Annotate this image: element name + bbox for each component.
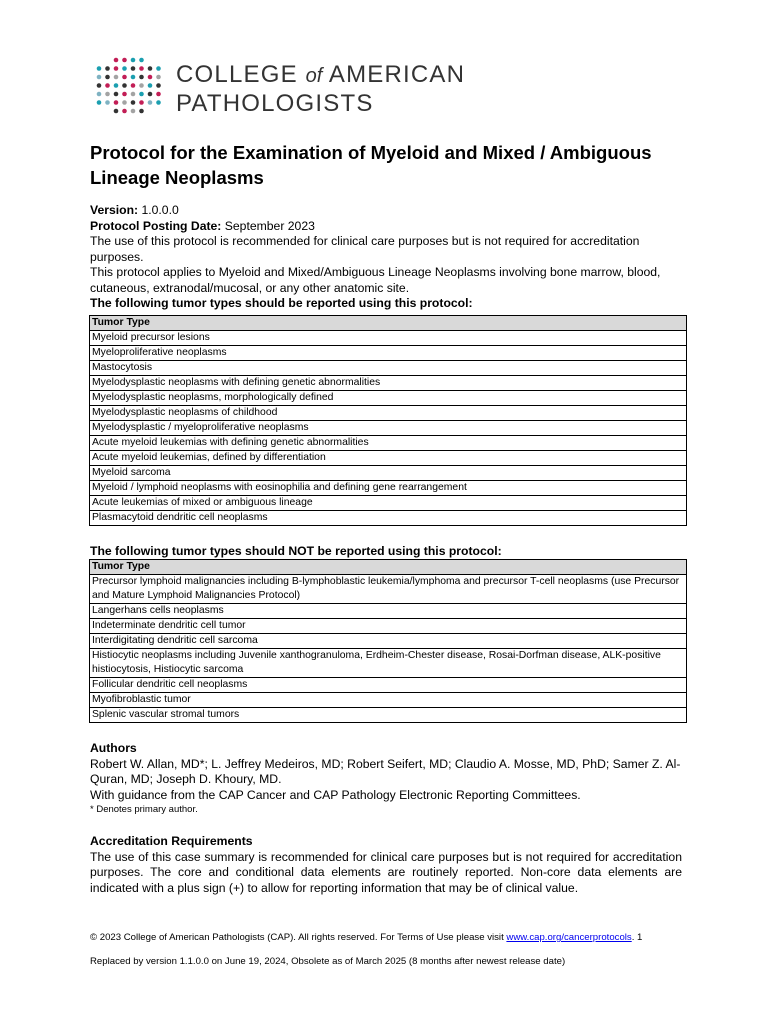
- tumor-type-cell: Acute myeloid leukemias with defining genetic abnormalities: [90, 436, 687, 451]
- tumor-type-cell: Precursor lymphoid malignancies including B-lymphoblastic leukemia/lymphoma and precursor T-cell neoplasms (use Precursor and Mature Lymphoid Malignancies Protocol): [90, 575, 687, 604]
- tumor-type-cell: Myelodysplastic neoplasms with defining genetic abnormalities: [90, 376, 687, 391]
- logo-american: AMERICAN: [322, 61, 466, 88]
- tumor-type-cell: Myelodysplastic neoplasms of childhood: [90, 406, 687, 421]
- table-row: [90, 481, 687, 496]
- table-row: [90, 451, 687, 466]
- authors-guidance: With guidance from the CAP Cancer and CAP Pathology Electronic Reporting Committees.: [90, 787, 581, 802]
- table-row: [90, 406, 687, 421]
- table-row: [90, 619, 687, 634]
- page-title: Protocol for the Examination of Myeloid and Mixed / Ambiguous Lineage Neoplasms: [90, 142, 652, 188]
- use-statement: The use of this protocol is recommended for clinical care purposes but is not required for accreditation purposes.: [90, 234, 640, 264]
- tumor-type-cell: Follicular dendritic cell neoplasms: [90, 678, 687, 693]
- authors-heading: Authors: [90, 741, 137, 755]
- table-row: [90, 331, 687, 346]
- authors-names: Robert W. Allan, MD*; L. Jeffrey Medeiros, MD; Robert Seifert, MD; Claudio A. Mosse, MD, PhD; Samer Z. Al-Quran, MD; Joseph D. Khoury, MD.: [90, 756, 681, 786]
- replacement-notice: Replaced by version 1.1.0.0 on June 19, 2024, Obsolete as of March 2025 (8 months after newest release date): [90, 956, 566, 967]
- tumor-type-cell: Splenic vascular stromal tumors: [90, 708, 687, 723]
- table-row: [90, 346, 687, 361]
- cap-logo: [94, 55, 494, 117]
- excluded-tumor-table: [89, 559, 687, 723]
- tumor-type-cell: Myelodysplastic neoplasms, morphologically defined: [90, 391, 687, 406]
- tumor-type-cell: Myeloid / lymphoid neoplasms with eosinophilia and defining gene rearrangement: [90, 481, 687, 496]
- copyright-footer: [90, 931, 690, 944]
- included-tumor-table: [89, 315, 687, 526]
- tumor-type-cell: Myeloproliferative neoplasms: [90, 346, 687, 361]
- tumor-type-cell: Acute myeloid leukemias, defined by differentiation: [90, 451, 687, 466]
- should-not-report-heading: The following tumor types should NOT be reported using this protocol:: [90, 544, 502, 558]
- tumor-type-cell: Interdigitating dendritic cell sarcoma: [90, 634, 687, 649]
- table-header: Tumor Type: [90, 316, 687, 331]
- table-row: [90, 361, 687, 376]
- accreditation-section: [90, 834, 682, 896]
- table-row: [90, 466, 687, 481]
- accreditation-text: The use of this case summary is recommended for clinical care purposes but is not required for accreditation purposes. The core and conditional data elements are routinely reported. Non-core data elements are indicated with a plus sign (+) to allow for reporting information that may be of clinical value.: [90, 849, 682, 895]
- protocol-meta: [90, 203, 688, 312]
- table-row: [90, 604, 687, 619]
- primary-author-note: * Denotes primary author.: [90, 804, 198, 815]
- tumor-type-cell: Acute leukemias of mixed or ambiguous lineage: [90, 496, 687, 511]
- table-row: [90, 511, 687, 526]
- table-row: [90, 436, 687, 451]
- logo-wordmark: [176, 61, 465, 117]
- table-row: [90, 391, 687, 406]
- posting-date-value: September 2023: [221, 218, 315, 233]
- version-value: 1.0.0.0: [138, 203, 179, 217]
- tumor-type-cell: Mastocytosis: [90, 361, 687, 376]
- copyright-text: © 2023 College of American Pathologists (CAP). All rights reserved. For Terms of Use please visit: [90, 932, 507, 943]
- tumor-type-cell: Indeterminate dendritic cell tumor: [90, 619, 687, 634]
- applies-statement: This protocol applies to Myeloid and Mixed/Ambiguous Lineage Neoplasms involving bone marrow, blood, cutaneous, extranodal/mucosal, or any other anatomic site.: [90, 265, 661, 295]
- table-row: [90, 496, 687, 511]
- table-row: [90, 634, 687, 649]
- cancer-protocols-link[interactable]: www.cap.org/cancerprotocols: [506, 932, 632, 943]
- table-row: [90, 693, 687, 708]
- authors-section: [90, 741, 682, 817]
- tumor-type-cell: Myeloid precursor lesions: [90, 331, 687, 346]
- should-report-heading: The following tumor types should be reported using this protocol:: [90, 296, 473, 310]
- page-number: . 1: [631, 932, 643, 943]
- logo-pathologists: PATHOLOGISTS: [176, 90, 374, 117]
- tumor-type-cell: Langerhans cells neoplasms: [90, 604, 687, 619]
- tumor-type-cell: Myelodysplastic / myeloproliferative neoplasms: [90, 421, 687, 436]
- dot-grid-logo-icon: [94, 55, 164, 117]
- table-row: [90, 678, 687, 693]
- version-label: Version:: [90, 203, 139, 217]
- table-row: [90, 708, 687, 723]
- tumor-type-cell: Myofibroblastic tumor: [90, 693, 687, 708]
- table-row: [90, 421, 687, 436]
- accreditation-heading: Accreditation Requirements: [90, 834, 253, 848]
- table-header: Tumor Type: [90, 560, 687, 575]
- posting-date-label: Protocol Posting Date:: [90, 218, 222, 233]
- table-row: [90, 376, 687, 391]
- tumor-type-cell: Plasmacytoid dendritic cell neoplasms: [90, 511, 687, 526]
- tumor-type-cell: Histiocytic neoplasms including Juvenile xanthogranuloma, Erdheim-Chester disease, Rosai-Dorfman disease, ALK-positive histiocytosis, Histiocytic sarcoma: [90, 649, 687, 678]
- table-row: [90, 649, 687, 678]
- logo-of: of: [305, 65, 323, 87]
- tumor-type-cell: Myeloid sarcoma: [90, 466, 687, 481]
- table-row: [90, 575, 687, 604]
- logo-college: COLLEGE: [176, 61, 306, 88]
